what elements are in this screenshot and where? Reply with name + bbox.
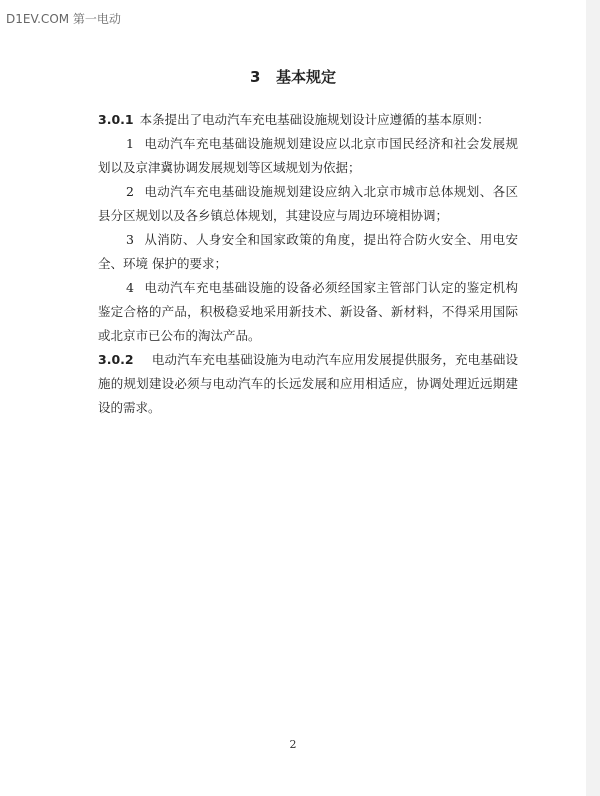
item-number: 3 [126,232,134,247]
section-title: 基本规定 [276,68,337,86]
section-number: 3 [249,68,261,86]
page-number: 2 [289,738,297,751]
document-body [98,108,518,420]
item-text: 从消防、人身安全和国家政策的角度，提出符合防火安全、用电安全、环境 保护的要求； [98,232,518,271]
clause-text: 电动汽车充电基础设施为电动汽车应用发展提供服务，充电基础设施的规划建设必须与电动汽车的长远发展和应用相适应，协调处理近远期建设的需求。 [98,352,518,415]
item-number: 4 [126,280,134,295]
item-number: 1 [126,136,134,151]
clause-3-0-2 [98,348,518,420]
clause-item-2 [98,180,518,228]
clause-number: 3.0.1 [98,112,134,127]
clause-item-1 [98,132,518,180]
clause-item-3 [98,228,518,276]
clause-3-0-1 [98,108,518,132]
site-watermark: D1EV.COM 第一电动 [6,12,121,26]
item-text: 电动汽车充电基础设施规划建设应以北京市国民经济和社会发展规划以及京津冀协调发展规划等区域规划为依据； [98,136,518,175]
item-number: 2 [126,184,134,199]
item-text: 电动汽车充电基础设施的设备必须经国家主管部门认定的鉴定机构鉴定合格的产品，积极稳妥地采用新技术、新设备、新材料，不得采用国际或北京市已公布的淘汰产品。 [98,280,518,343]
clause-item-4 [98,276,518,348]
section-heading [0,66,586,87]
item-text: 电动汽车充电基础设施规划建设应纳入北京市城市总体规划、各区县分区规划以及各乡镇总体规划，其建设应与周边环境相协调； [98,184,518,223]
clause-number: 3.0.2 [98,352,134,367]
clause-text: 本条提出了电动汽车充电基础设施规划设计应遵循的基本原则： [139,112,490,127]
